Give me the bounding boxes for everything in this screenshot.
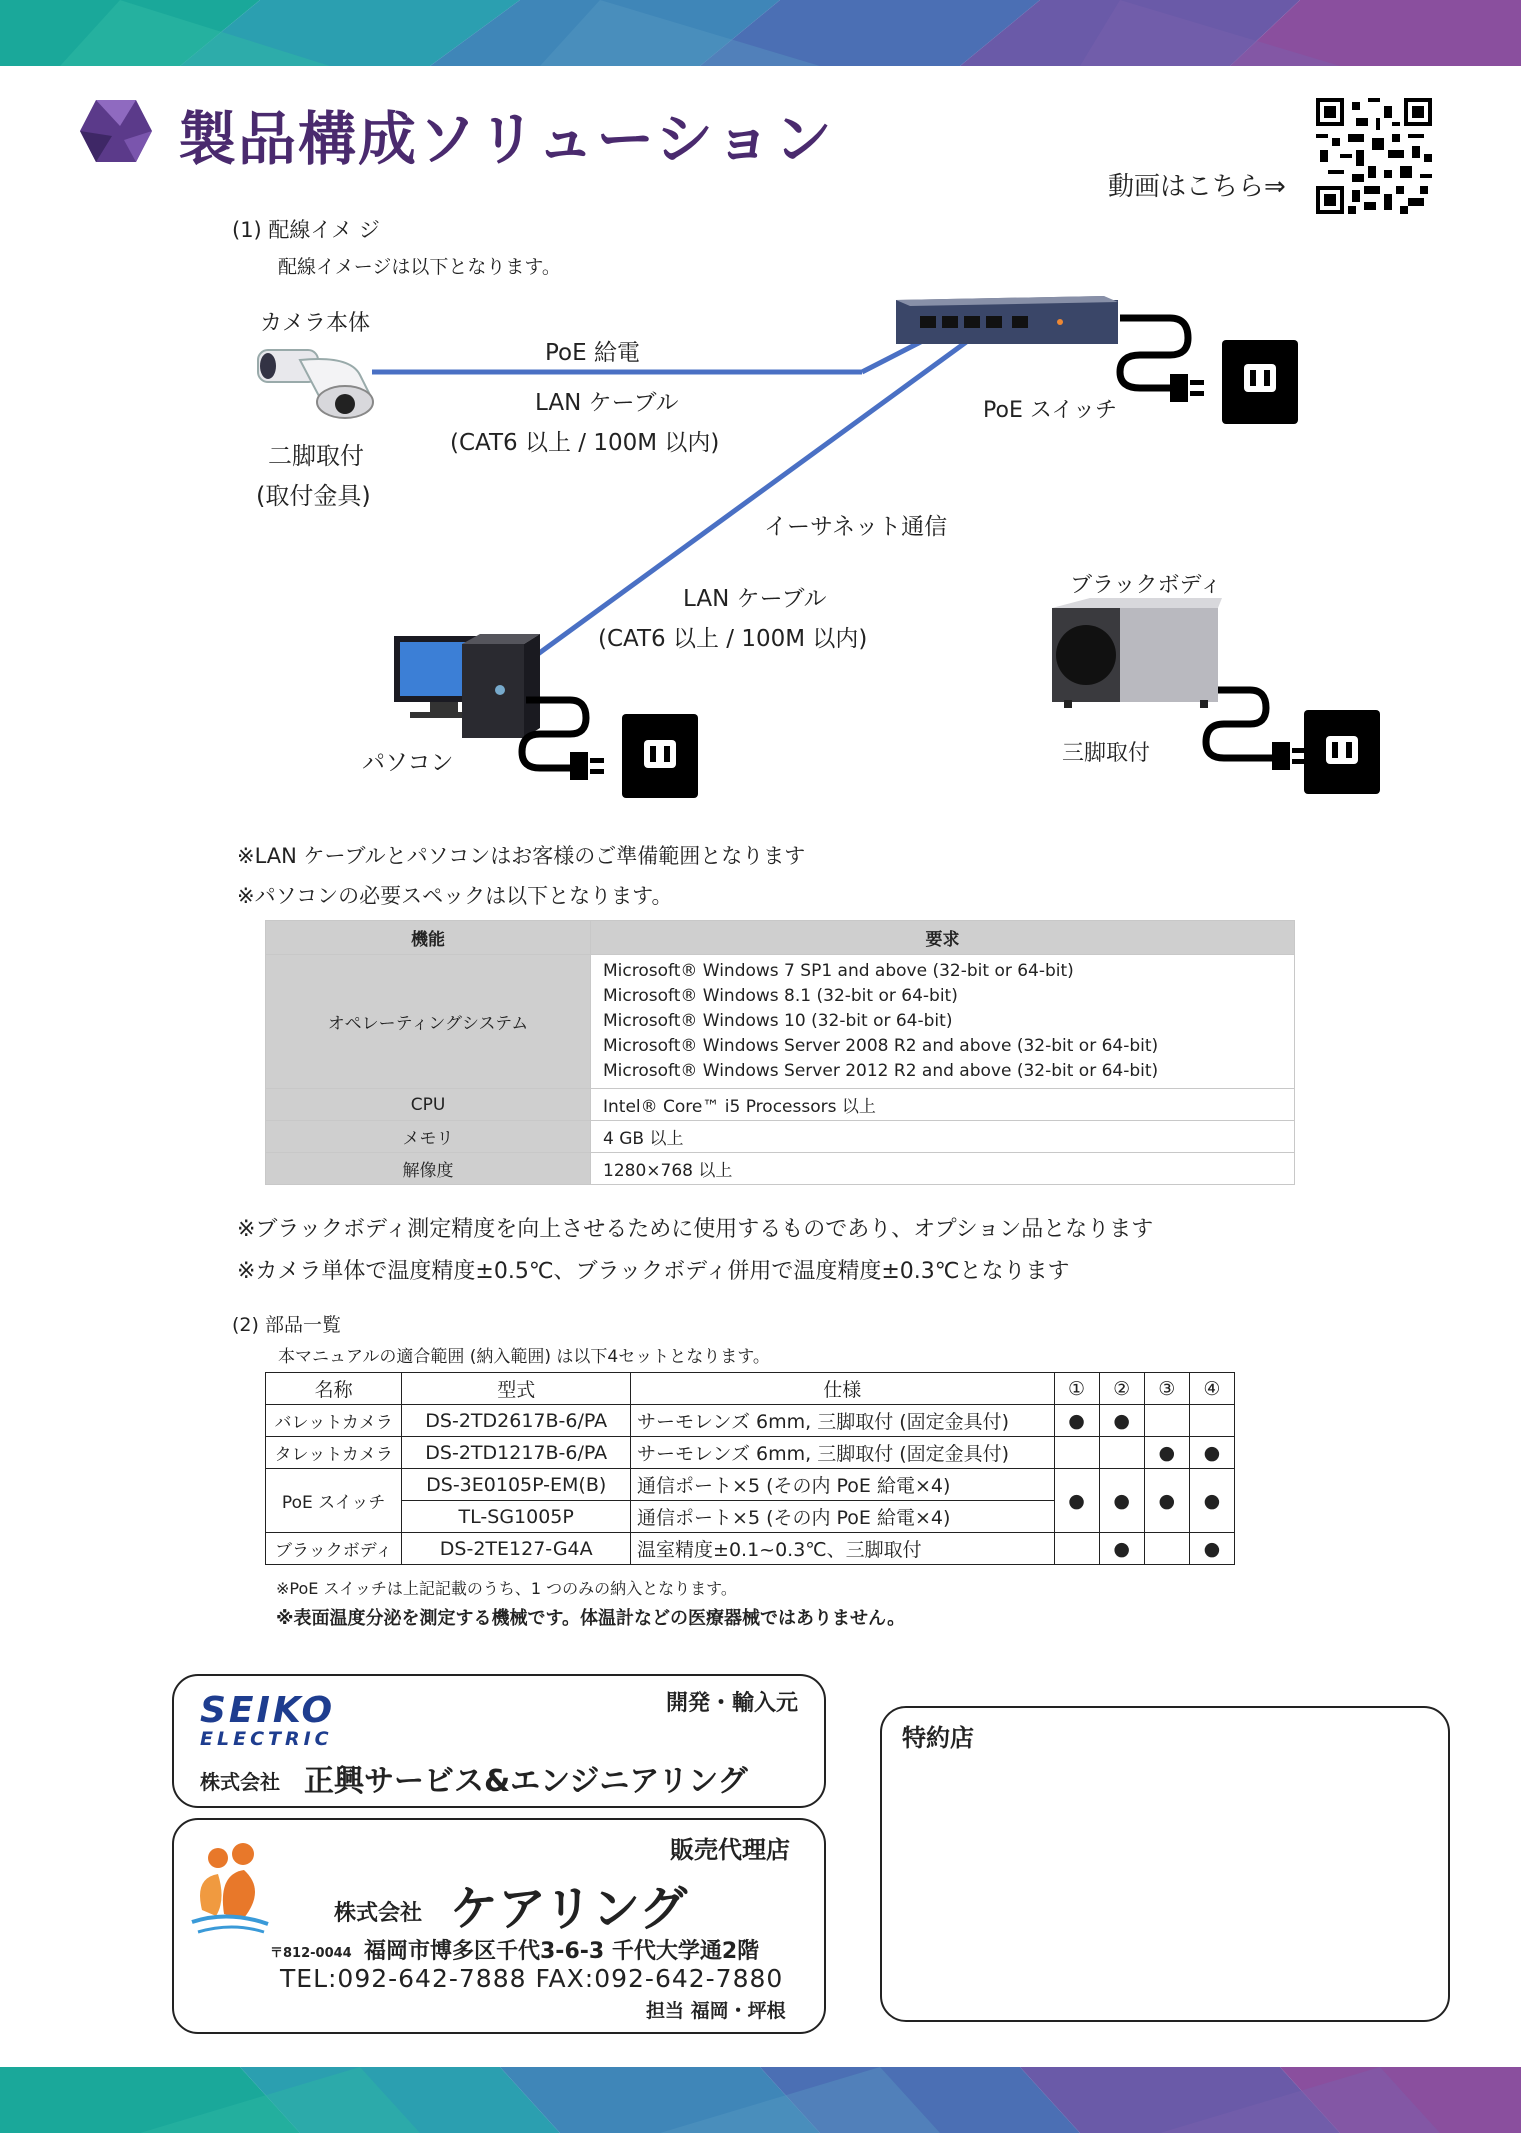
part-model: DS-3E0105P-EM(B) [402,1469,631,1501]
seiko-logo-sub: ELECTRIC [200,1728,333,1750]
part-model: TL-SG1005P [402,1501,631,1533]
set-mark: ● [1189,1469,1234,1533]
spec-value-cpu: Intel® Core™ i5 Processors 以上 [591,1089,1295,1121]
parts-header: 型式 [402,1373,631,1405]
lan-cable-spec-label-2: (CAT6 以上 / 100M 以内) [598,626,868,652]
parts-header: ④ [1189,1373,1234,1405]
video-label: 動画はこちら⇒ [1108,172,1286,202]
caring-logo-icon [188,1840,278,1940]
set-mark: ● [1144,1469,1189,1533]
table-row [266,1437,1235,1469]
parts-subheading: 本マニュアルの適合範囲 (納入範囲) は以下4セットとなります。 [278,1347,770,1367]
page-title: 製品構成ソリューション [178,105,834,173]
note-accuracy: ※カメラ単体で温度精度±0.5℃、ブラックボディ併用で温度精度±0.3℃となります [237,1259,1070,1284]
ethernet-label: イーサネット通信 [764,514,948,540]
parts-table [265,1372,1235,1565]
set-mark: ● [1099,1469,1144,1533]
spec-key-memory: メモリ [266,1121,591,1153]
part-name: PoE スイッチ [266,1469,402,1533]
blackbody-label: ブラックボディ [1070,573,1222,598]
seiko-logo: SEIKO [200,1690,336,1731]
outlet-icon [1222,340,1298,424]
part-name: バレットカメラ [266,1405,402,1437]
dealer-label: 特約店 [902,1724,974,1752]
spec-value-memory: 4 GB 以上 [591,1121,1295,1153]
pc-spec-table [265,920,1295,1185]
set-mark [1144,1533,1189,1565]
part-model: DS-2TE127-G4A [402,1533,631,1565]
wiring-subheading: 配線イメージは以下となります。 [278,256,561,278]
part-spec: サーモレンズ 6mm, 三脚取付 (固定金具付) [631,1405,1054,1437]
outlet-icon [1304,710,1380,794]
part-spec: 通信ポート×5 (その内 PoE 給電×4) [631,1469,1054,1501]
pc-label: パソコン [362,750,454,776]
part-spec: サーモレンズ 6mm, 三脚取付 (固定金具付) [631,1437,1054,1469]
company2-name: ケアリング [450,1881,688,1937]
parts-note-switch: ※PoE スイッチは上記記載のうち、1 つのみの納入となります。 [276,1579,737,1598]
dome-camera-icon [258,350,373,418]
note-lan: ※LAN ケーブルとパソコンはお客様のご準備範囲となります [237,844,806,868]
set-mark: ● [1144,1437,1189,1469]
computer-icon [394,634,540,738]
set-mark: ● [1189,1533,1234,1565]
set-mark: ● [1189,1437,1234,1469]
set-mark [1099,1437,1144,1469]
part-spec: 温室精度±0.1~0.3℃、三脚取付 [631,1533,1054,1565]
address: 福岡市博多区千代3-6-3 千代大学通2階 [364,1939,760,1964]
spec-os-line: Microsoft® Windows 8.1 (32-bit or 64-bit) [603,986,958,1006]
part-name: タレットカメラ [266,1437,402,1469]
spec-os-line: Microsoft® Windows 10 (32-bit or 64-bit) [603,1011,953,1031]
parts-header: 仕様 [631,1373,1054,1405]
spec-key-os: オペレーティングシステム [266,955,591,1089]
company1-name: 正興サービス&エンジニアリング [304,1764,748,1799]
note-pc-spec: ※パソコンの必要スペックは以下となります。 [237,884,673,908]
poe-switch-label: PoE スイッチ [983,398,1117,423]
parts-header: ① [1054,1373,1099,1405]
camera-label: カメラ本体 [260,311,371,336]
lan-cable-label: LAN ケーブル [535,390,679,416]
set-mark [1189,1405,1234,1437]
spec-header-function: 機能 [266,921,591,955]
part-name: ブラックボディ [266,1533,402,1565]
outlet-icon [622,714,698,798]
distributor-box [172,1818,826,2034]
parts-heading: (2) 部品一覧 [232,1314,341,1336]
blackbody-device-icon [1052,598,1222,708]
spec-key-resolution: 解像度 [266,1153,591,1185]
company1-prefix: 株式会社 [200,1770,280,1794]
company2-prefix: 株式会社 [334,1901,423,1926]
wiring-diagram [0,0,1521,820]
table-row [266,1533,1235,1565]
distributor-role: 販売代理店 [670,1836,790,1864]
mount-sub-label: (取付金具) [256,482,371,510]
wiring-heading: (1) 配線イメ ジ [232,218,380,242]
set-mark [1054,1533,1099,1565]
tripod-label: 三脚取付 [1062,741,1151,766]
part-model: DS-2TD1217B-6/PA [402,1437,631,1469]
lan-cable-label-2: LAN ケーブル [683,586,827,612]
spec-header-requirement: 要求 [591,921,1295,955]
lan-cable-spec-label: (CAT6 以上 / 100M 以内) [450,430,720,456]
spec-key-cpu: CPU [266,1089,591,1121]
spec-os-line: Microsoft® Windows 7 SP1 and above (32-bit or 64-bit) [603,961,1074,981]
parts-header: ② [1099,1373,1144,1405]
developer-box [172,1674,826,1808]
set-mark: ● [1099,1533,1144,1565]
phone-fax: TEL:092-642-7888 FAX:092-642-7880 [280,1964,784,1993]
dealer-box [880,1706,1450,2022]
set-mark [1144,1405,1189,1437]
contact-person: 担当 福岡・坪根 [646,2000,786,2022]
spec-value-resolution: 1280×768 以上 [591,1153,1295,1185]
spec-os-line: Microsoft® Windows Server 2008 R2 and above (32-bit or 64-bit) [603,1036,1159,1056]
developer-role: 開発・輸入元 [665,1691,798,1716]
note-blackbody: ※ブラックボディ測定精度を向上させるために使用するものであり、オプション品となります [237,1217,1154,1242]
set-mark: ● [1099,1405,1144,1437]
poe-power-label: PoE 給電 [545,340,640,366]
postal-code: 〒812-0044 [270,1946,352,1961]
mount-label: 二脚取付 [268,442,364,470]
parts-header: ③ [1144,1373,1189,1405]
part-spec: 通信ポート×5 (その内 PoE 給電×4) [631,1501,1054,1533]
set-mark [1054,1437,1099,1469]
parts-note-medical: ※表面温度分泌を測定する機械です。体温計などの医療器械ではありません。 [276,1608,906,1629]
table-row [266,1469,1235,1501]
set-mark: ● [1054,1405,1099,1437]
spec-os-line: Microsoft® Windows Server 2012 R2 and above (32-bit or 64-bit) [603,1061,1159,1081]
part-model: DS-2TD2617B-6/PA [402,1405,631,1437]
set-mark: ● [1054,1469,1099,1533]
poe-switch-icon [896,296,1118,344]
bottom-banner [0,2067,1521,2133]
table-row [266,1405,1235,1437]
parts-header: 名称 [266,1373,402,1405]
